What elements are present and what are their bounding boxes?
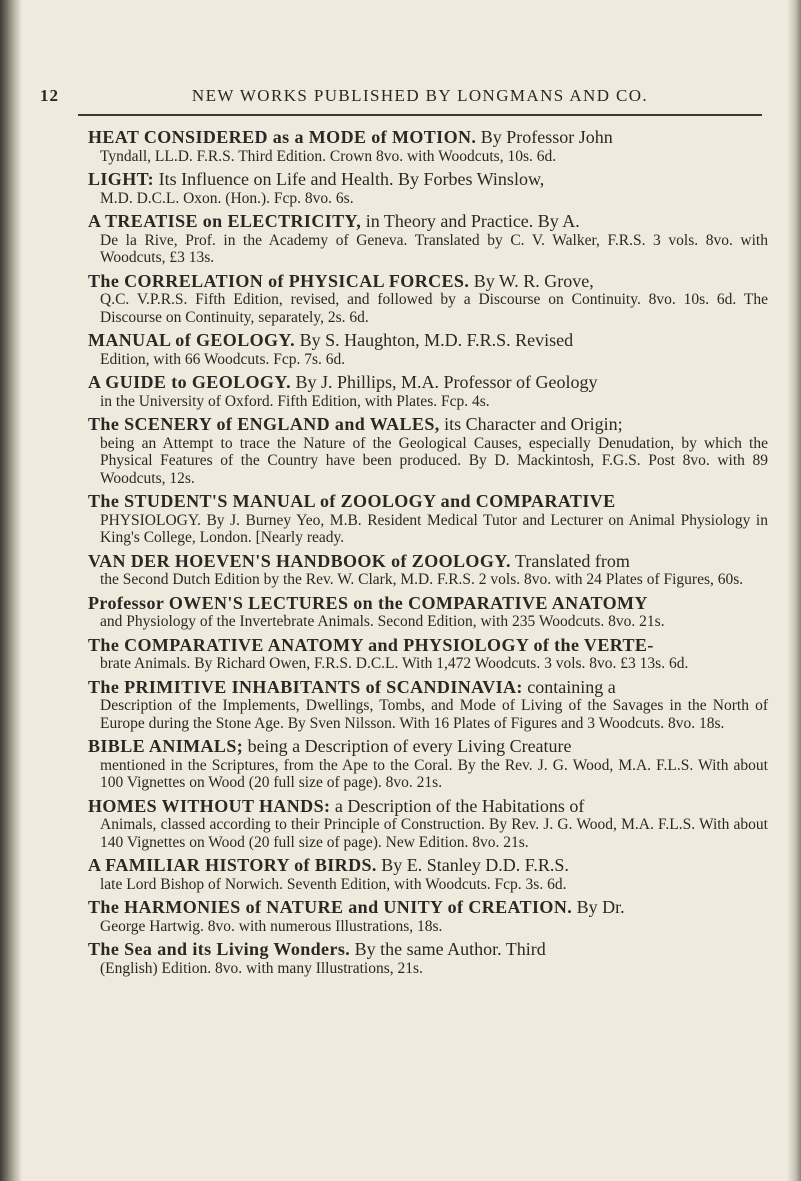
entry-description: being an Attempt to trace the Nature of the Geological Causes, especially Denudation, by which the Physical Features of the Country have been produced. By D. Mackintosh, F.G.S. Post 8vo. with 89 Woodcuts, 12s. <box>100 434 768 487</box>
entry-description: Q.C. V.P.R.S. Fifth Edition, revised, and followed by a Discourse on Continuity. 8vo. 10s. 6d. The Discourse on Continuity, separately, 2s. 6d. <box>100 291 768 326</box>
entry-description: brate Animals. By Richard Owen, F.R.S. D.C.L. With 1,472 Woodcuts. 3 vols. 8vo. £3 13s. 6d. <box>100 655 689 672</box>
catalogue-entry <box>88 898 768 935</box>
entry-title: HEAT CONSIDERED as a MODE of MOTION. <box>88 127 477 147</box>
page-binding-shadow <box>0 0 22 1181</box>
entry-title: MANUAL of GEOLOGY. <box>88 330 296 350</box>
catalogue-entry <box>88 331 768 368</box>
entry-description: the Second Dutch Edition by the Rev. W. Clark, M.D. F.R.S. 2 vols. 8vo. with 24 Plates of Figures, 60s. <box>100 571 744 588</box>
catalogue-entry <box>88 272 768 327</box>
page-header <box>40 86 780 110</box>
catalogue-entries <box>88 128 768 982</box>
entry-title: The STUDENT'S MANUAL of ZOOLOGY and COMPARATIVE <box>88 491 616 511</box>
entry-lead: By the same Author. Third <box>350 939 546 959</box>
catalogue-entry <box>88 678 768 733</box>
entry-lead: By Professor John <box>476 127 613 147</box>
entry-title: The SCENERY of ENGLAND and WALES, <box>88 414 440 434</box>
entry-title: The COMPARATIVE ANATOMY and PHYSIOLOGY of the VERTE- <box>88 634 654 655</box>
entry-lead: in Theory and Practice. By A. <box>361 211 580 231</box>
catalogue-entry <box>88 373 768 410</box>
entry-title: The PRIMITIVE INHABITANTS of SCANDINAVIA: <box>88 676 523 697</box>
entry-title: A GUIDE to GEOLOGY. <box>88 372 291 392</box>
running-title: NEW WORKS PUBLISHED BY LONGMANS AND CO. <box>191 86 649 105</box>
catalogue-entry <box>88 212 768 267</box>
entry-lead: By Dr. <box>572 897 625 917</box>
entry-lead: Translated from <box>510 550 630 571</box>
entry-description: in the University of Oxford. Fifth Edition, with Plates. Fcp. 4s. <box>100 392 490 410</box>
entry-lead: By E. Stanley D.D. F.R.S. <box>376 855 569 875</box>
entry-title: LIGHT: <box>88 169 155 189</box>
page-edge-shadow <box>787 0 801 1181</box>
entry-title: A TREATISE on ELECTRICITY, <box>88 211 362 231</box>
header-rule <box>78 114 762 116</box>
entry-title: The CORRELATION of PHYSICAL FORCES. <box>88 270 470 291</box>
catalogue-entry <box>88 737 768 792</box>
entry-lead: By S. Haughton, M.D. F.R.S. Revised <box>295 330 574 350</box>
entry-title: The Sea and its Living Wonders. <box>88 939 351 959</box>
catalogue-entry <box>88 594 768 631</box>
entry-lead: being a Description of every Living Creature <box>243 736 572 756</box>
entry-description: (English) Edition. 8vo. with many Illustrations, 21s. <box>100 959 423 977</box>
entry-title: BIBLE ANIMALS; <box>88 736 244 756</box>
catalogue-entry <box>88 415 768 487</box>
entry-description: mentioned in the Scriptures, from the Ape to the Coral. By the Rev. J. G. Wood, M.A. F.L.S. With about 100 Vignettes on Wood (20 full size of page). 8vo. 21s. <box>100 756 768 791</box>
catalogue-entry <box>88 128 768 165</box>
entry-description: Tyndall, LL.D. F.R.S. Third Edition. Crown 8vo. with Woodcuts, 10s. 6d. <box>100 147 557 165</box>
entry-lead: Its Influence on Life and Health. By Forbes Winslow, <box>154 169 545 189</box>
entry-description: and Physiology of the Invertebrate Animals. Second Edition, with 235 Woodcuts. 8vo. 21s. <box>100 613 665 630</box>
entry-description: George Hartwig. 8vo. with numerous Illustrations, 18s. <box>100 917 443 935</box>
entry-title: HOMES WITHOUT HANDS: <box>88 795 331 816</box>
page-number: 12 <box>40 86 59 105</box>
entry-description: Description of the Implements, Dwellings, Tombs, and Mode of Living of the Savages in the North of Europe during the Stone Age. By Sven Nilsson. With 16 Plates of Figures and 3 Woodcuts. 8vo. 18s. <box>100 697 768 732</box>
entry-lead: By W. R. Grove, <box>469 270 594 291</box>
entry-lead: a Description of the Habitations of <box>330 795 585 816</box>
entry-title: VAN DER HOEVEN'S HANDBOOK of ZOOLOGY. <box>88 550 511 571</box>
entry-title: A FAMILIAR HISTORY of BIRDS. <box>88 855 377 875</box>
catalogue-entry <box>88 856 768 893</box>
entry-title: Professor OWEN'S LECTURES on the COMPARATIVE ANATOMY <box>88 592 648 613</box>
entry-description: Animals, classed according to their Principle of Construction. By Rev. J. G. Wood, M.A. F.L.S. With about 140 Vignettes on Wood (20 full size of page). New Edition. 8vo. 21s. <box>100 816 768 851</box>
entry-title: The HARMONIES of NATURE and UNITY of CREATION. <box>88 897 573 917</box>
catalogue-entry <box>88 170 768 207</box>
entry-lead: containing a <box>522 676 616 697</box>
entry-description: late Lord Bishop of Norwich. Seventh Edition, with Woodcuts. Fcp. 3s. 6d. <box>100 875 567 893</box>
catalogue-entry <box>88 552 768 589</box>
entry-description: PHYSIOLOGY. By J. Burney Yeo, M.B. Resident Medical Tutor and Lecturer on Animal Physiology in King's College, London. [Nearly ready. <box>100 511 768 546</box>
catalogue-entry <box>88 492 768 547</box>
entry-lead: By J. Phillips, M.A. Professor of Geology <box>290 372 598 392</box>
entry-description: De la Rive, Prof. in the Academy of Geneva. Translated by C. V. Walker, F.R.S. 3 vols. 8vo. with Woodcuts, £3 13s. <box>100 231 768 266</box>
catalogue-entry <box>88 940 768 977</box>
entry-description: M.D. D.C.L. Oxon. (Hon.). Fcp. 8vo. 6s. <box>100 189 354 207</box>
catalogue-entry <box>88 797 768 852</box>
entry-lead: its Character and Origin; <box>439 414 623 434</box>
catalogue-entry <box>88 636 768 673</box>
entry-description: Edition, with 66 Woodcuts. Fcp. 7s. 6d. <box>100 350 346 368</box>
